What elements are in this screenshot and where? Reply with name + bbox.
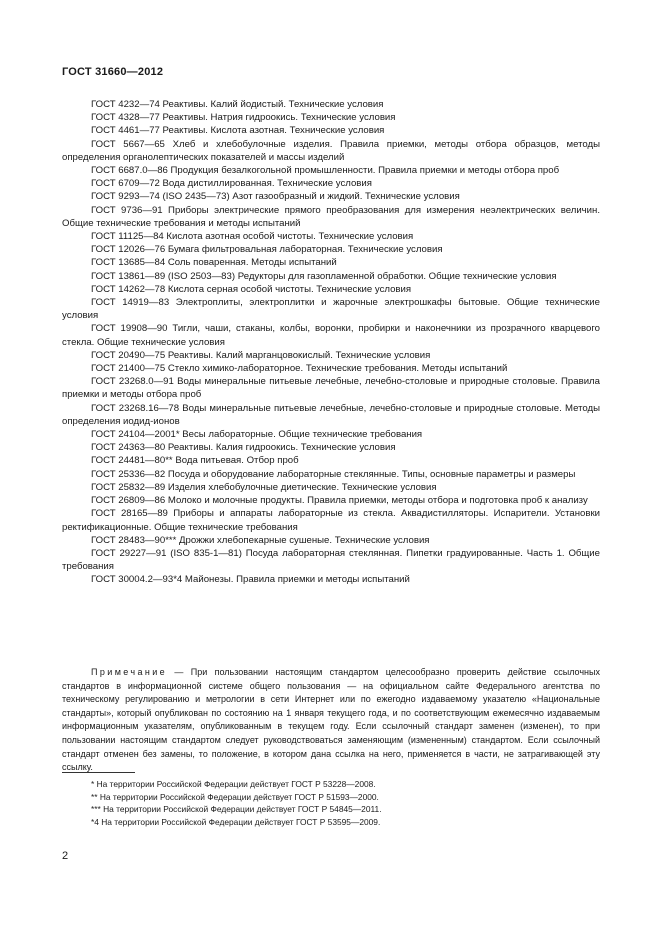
footnotes [91,778,601,828]
page-number: 2 [62,850,69,862]
reference-item: ГОСТ 5667—65 Хлеб и хлебобулочные изделия. Правила приемки, методы отбора образцов, методы определения органолептических показателей и массы изделий [62,138,603,163]
reference-item: ГОСТ 24104—2001* Весы лабораторные. Общие технические требования [91,429,423,441]
page-header-title: ГОСТ 31660—2012 [62,66,164,78]
footnote: *4 На территории Российской Федерации действует ГОСТ Р 53595—2009. [91,816,381,827]
reference-item: ГОСТ 24481—80** Вода питьевая. Отбор проб [91,455,299,467]
reference-item: ГОСТ 20490—75 Реактивы. Калий марганцовокислый. Технические условия [91,349,431,361]
note-text: — При пользовании настоящим стандартом целесообразно проверить действие ссылочных стандартов в информационной системе общего пользования — на официальном сайте Федерального агентства по техническому регулированию и метрологии в сети Интернет или по ежегодно издаваемому указателю «Национальные стандарты», который опубликован по состоянию на 1 января текущего года, и по соответствующим ежемесячно издаваемым информационным указателям, опубликованным в текущем году. Если ссылочный стандарт заменен (изменен), то при пользовании настоящим стандартом следует руководствоваться заменяющим (измененным) стандартом. Если ссылочный стандарт отменен без замены, то положение, в котором дана ссылка на него, применяется в части, не затрагивающей эту ссылку. [62,667,603,773]
footnote-divider [62,772,135,773]
reference-item: ГОСТ 24363—80 Реактивы. Калия гидроокись. Технические условия [91,442,396,454]
reference-item: ГОСТ 4232—74 Реактивы. Калий йодистый. Технические условия [91,99,384,110]
footnote: ** На территории Российской Федерации действует ГОСТ Р 51593—2000. [91,791,379,802]
reference-item: ГОСТ 12026—76 Бумага фильтровальная лабораторная. Технические условия [91,244,443,256]
reference-item: ГОСТ 4328—77 Реактивы. Натрия гидроокись. Технические условия [91,112,396,124]
reference-item: ГОСТ 26809—86 Молоко и молочные продукты. Правила приемки, методы отбора и подготовка проб к анализу [91,495,588,507]
reference-item: ГОСТ 4461—77 Реактивы. Кислота азотная. Технические условия [91,125,385,137]
reference-item: ГОСТ 13685—84 Соль поваренная. Методы испытаний [91,257,337,269]
footnote: * На территории Российской Федерации действует ГОСТ Р 53228—2008. [91,779,376,789]
reference-item: ГОСТ 13861—89 (ISO 2503—83) Редукторы для газопламенной обработки. Общие технические условия [91,270,557,282]
reference-item: ГОСТ 30004.2—93*4 Майонезы. Правила приемки и методы испытаний [91,574,410,586]
reference-item: ГОСТ 29227—91 (ISO 835-1—81) Посуда лабораторная стеклянная. Пипетки градуированные. Часть 1. Общие требования [62,547,603,573]
reference-item: ГОСТ 23268.0—91 Воды минеральные питьевые лечебные, лечебно-столовые и природные столовые. Правила приемки и методы отбора проб [62,376,603,401]
reference-item: ГОСТ 11125—84 Кислота азотная особой чистоты. Технические условия [91,231,414,243]
reference-item: ГОСТ 19908—90 Тигли, чаши, стаканы, колбы, воронки, пробирки и наконечники из прозрачного кварцевого стекла. Общие технические условия [62,323,603,348]
note-paragraph [62,666,603,775]
reference-item: ГОСТ 25336—82 Посуда и оборудование лабораторные стеклянные. Типы, основные параметры и размеры [91,468,576,480]
reference-item: ГОСТ 28165—89 Приборы и аппараты лабораторные из стекла. Аквадистилляторы. Испарители. Установки ректификационные. Общие технические требования [62,508,603,533]
reference-item: ГОСТ 9736—91 Приборы электрические прямого преобразования для измерения неэлектрических величин. Общие технические требования и методы испытаний [62,204,603,229]
reference-item: ГОСТ 6709—72 Вода дистиллированная. Технические условия [91,178,372,190]
reference-item: ГОСТ 6687.0—86 Продукция безалкогольной промышленности. Правила приемки и методы отбора проб [91,165,560,177]
reference-item: ГОСТ 9293—74 (ISO 2435—73) Азот газообразный и жидкий. Технические условия [91,191,460,203]
footnote: *** На территории Российской Федерации действует ГОСТ Р 54845—2011. [91,804,382,815]
normative-references-list [62,98,603,587]
reference-item: ГОСТ 21400—75 Стекло химико-лабораторное. Технические требования. Методы испытаний [91,363,508,375]
note-label: Примечание [91,667,168,677]
reference-item: ГОСТ 23268.16—78 Воды минеральные питьевые лечебные, лечебно-столовые и природные столовые. Методы определения иодид-ионов [62,402,603,427]
reference-item: ГОСТ 14262—78 Кислота серная особой чистоты. Технические условия [91,283,412,295]
reference-item: ГОСТ 14919—83 Электроплиты, электроплитки и жарочные электрошкафы бытовые. Общие технические условия [62,297,603,322]
reference-item: ГОСТ 25832—89 Изделия хлебобулочные диетические. Технические условия [91,481,437,493]
reference-item: ГОСТ 28483—90*** Дрожжи хлебопекарные сушеные. Технические условия [91,534,430,546]
